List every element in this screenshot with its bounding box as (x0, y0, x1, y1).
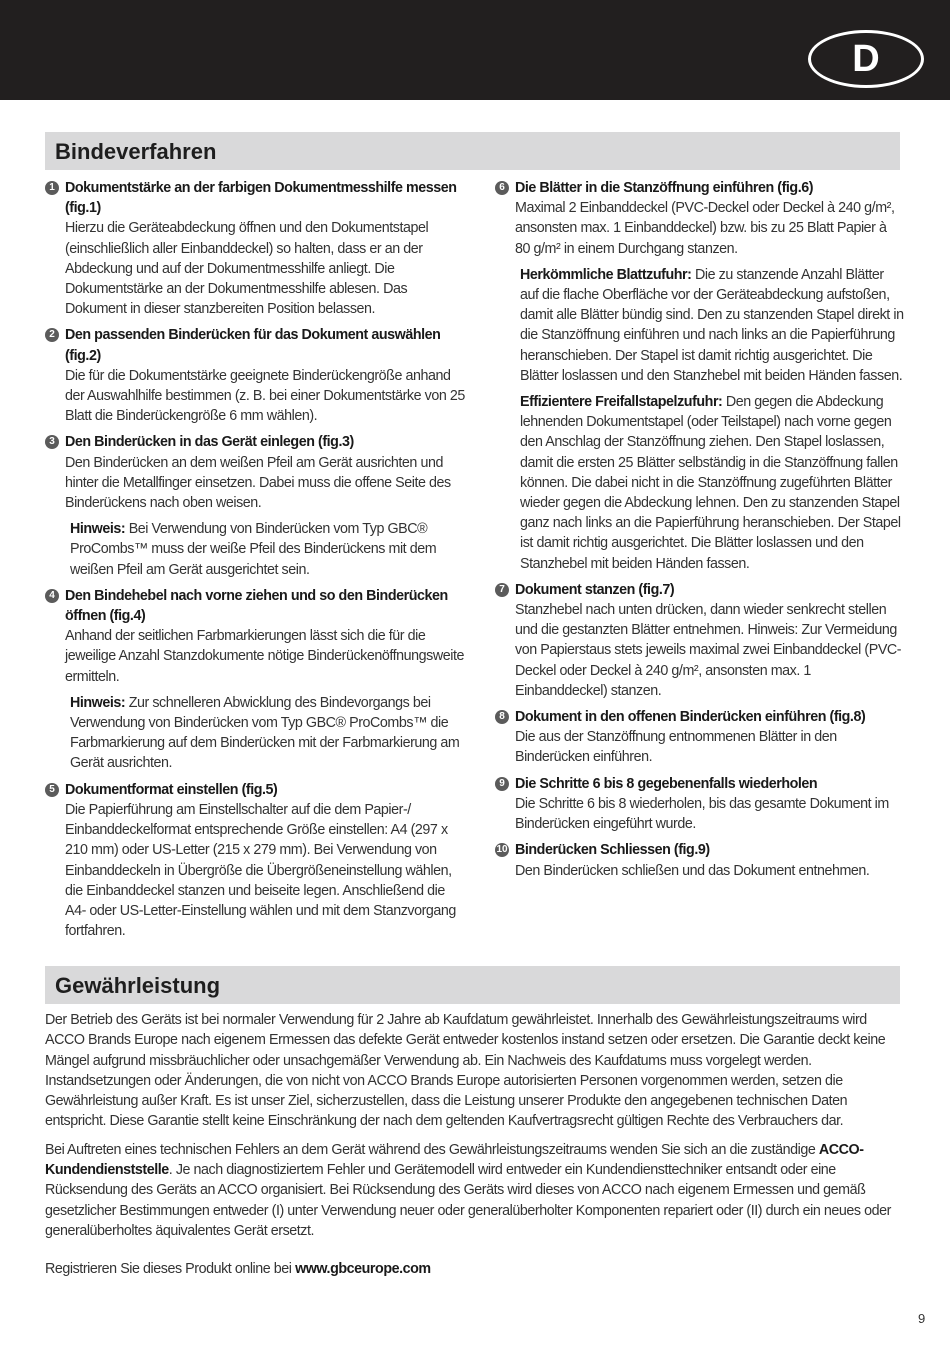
warranty-paragraph-2 (45, 1140, 907, 1241)
step-title: Dokument stanzen (fig.7) (515, 581, 675, 598)
language-badge: D (808, 30, 924, 88)
step-title: Binderücken Schliessen (fig.9) (515, 842, 710, 859)
step-4 (45, 586, 465, 774)
step-title: Den passenden Binderücken für das Dokument auswählen (fig.2) (65, 327, 441, 364)
note-label: Hinweis: (70, 694, 126, 711)
step-6 (495, 178, 905, 574)
step-text: Die Schritte 6 bis 8 wiederholen, bis das gesamte Dokument im Binderücken eingeführt wurde. (515, 795, 889, 833)
note-text: Zur schnelleren Abwicklung des Bindevorgangs bei Verwendung von Binderücken vom Typ GBC® ProCombs™ die Farbmarkierung auf dem Binderücken mit der Farbmarkierung am Gerät ausrichten. (70, 694, 460, 772)
step-number-badge: 9 (495, 777, 509, 791)
warranty-p2-end: . Je nach diagnostiziertem Fehler und Gerätemodell wird entweder ein Kundendiensttechniker entsandt oder eine Rücksendung des Geräts an ACCO organisiert. Bei Rücksendung des Geräts wird dieses von ACCO nach eigenem Ermessen und gemäß gesetzlicher Bestimmungen entweder (I) unter Verwendung neuer oder generalüberholter Komponenten repariert oder (II) durch ein neues oder generalüberholtes äquivalentes Gerät ersetzt. (45, 1162, 891, 1239)
step-text: Den Binderücken an dem weißen Pfeil am Gerät ausrichten und hinter die Metallfinger einsetzen. Dabei muss die offene Seite des Binderückens nach oben weisen. (65, 454, 451, 512)
step-9 (495, 774, 905, 835)
step-10 (495, 840, 905, 880)
top-header-bar (0, 0, 950, 100)
note-text: Die zu stanzende Anzahl Blätter auf die flache Oberfläche vor der Geräteabdeckung aufstoßen, damit alle Blätter bündig sind. Den zu stanzenden Stapel direkt in die Stanzöffnung einführen und nach links an die Papierführung heranschieben. Der Stapel ist damit richtig ausgerichtet. Die Blätter loslassen und den Stanzhebel mit beiden Händen fassen. (520, 266, 904, 384)
register-line (45, 1259, 907, 1279)
warranty-paragraph-1: Der Betrieb des Geräts ist bei normaler Verwendung für 2 Jahre ab Kaufdatum gewährleistet. Innerhalb des Gewährleistungszeitraums wird ACCO Brands Europe nach eigenem Ermessen das defekte Gerät entweder kostenlos instand setzen oder ersetzen. Die Garantie deckt keine Mängel aufgrund missbräuchlicher oder unsachgemäßer Verwendung ab. Ein Nachweis des Kaufdatums muss vorgelegt werden. Instandsetzungen oder Änderungen, die von nicht von ACCO Brands Europe autorisierten Personen vorgenommen werden, setzen die Gewährleistung außer Kraft. Es ist unser Ziel, sicherzustellen, dass die Leistung unserer Produkte den angegebenen technischen Daten entspricht. Diese Garantie stellt keine Einschränkung der nach dem geltenden Kaufvertragsrecht gültigen Rechte des Verbrauchers dar. (45, 1012, 886, 1130)
register-link[interactable]: www.gbceurope.com (295, 1261, 431, 1278)
step-number-badge: 10 (496, 844, 508, 856)
note-label: Herkömmliche Blattzufuhr: (520, 266, 692, 283)
warranty-text (45, 1010, 907, 1288)
step-title: Die Blätter in die Stanzöffnung einführen (fig.6) (515, 180, 814, 196)
step-text: Den Binderücken schließen und das Dokument entnehmen. (515, 862, 870, 879)
step-number-badge: 6 (495, 181, 509, 195)
step-text: Die Papierführung am Einstellschalter auf die dem Papier-/ Einbanddeckelformat entsprechende Größe einstellen: A4 (297 x 210 mm) oder US-Letter (215 x 279 mm). Bei Verwendung von Einbanddeckeln in Übergröße die Übergrößeneinstellung wählen, die Einbanddeckel stanzen und beiseite legen. Anschließend die A4- oder US-Letter-Einstellung wählen und mit dem Stanzvorgang fortfahren. (65, 801, 456, 940)
left-column (45, 178, 465, 947)
step-7 (495, 580, 905, 701)
step-note-2 (520, 392, 905, 574)
step-number-badge: 1 (45, 181, 59, 195)
step-text: Die aus der Stanzöffnung entnommenen Blätter in den Binderücken einführen. (515, 729, 837, 766)
step-number-badge: 2 (45, 328, 59, 342)
step-number-badge: 8 (495, 710, 509, 724)
step-text: Hierzu die Geräteabdeckung öffnen und den Dokumentstapel (einschließlich aller Einbanddeckel) so halten, dass er an der Abdeckung und auf der Dokumentmesshilfe anliegt. Die Dokumentstärke an der Dokumentmesshilfe ablesen. Das Dokument in dieser stanzbereiten Position belassen. (65, 220, 429, 318)
step-note (70, 693, 465, 774)
step-title: Den Binderücken in das Gerät einlegen (fig.3) (65, 434, 354, 451)
warranty-p2-start: Bei Auftreten eines technischen Fehlers an dem Gerät während des Gewährleistungszeitraums wenden Sie sich an die zuständige (45, 1141, 816, 1158)
step-1 (45, 178, 465, 319)
right-column (495, 178, 905, 887)
step-5 (45, 780, 465, 942)
step-title: Dokumentstärke an der farbigen Dokumentmesshilfe messen (fig.1) (65, 180, 457, 217)
step-text: Stanzhebel nach unten drücken, dann wieder senkrecht stellen und die gestanzten Blätter entnehmen. Hinweis: Zur Vermeidung von Papierstaus stets jeweils maximal zwei Einbanddeckel (PVC-Deckel oder Deckel à 240 g/m², ansonsten max. 1 Einbanddeckel) stanzen. (515, 602, 902, 699)
register-text: Registrieren Sie dieses Produkt online bei (45, 1261, 292, 1278)
step-text: Anhand der seitlichen Farbmarkierungen lässt sich die für die jeweilige Anzahl Stanzdokumente nötige Binderückenöffnungsweite ermitteln. (65, 628, 464, 685)
step-note (70, 519, 465, 580)
note-label: Effizientere Freifallstapelzufuhr: (520, 394, 723, 411)
step-number-badge: 4 (45, 589, 59, 603)
step-title: Dokument in den offenen Binderücken einführen (fig.8) (515, 709, 866, 726)
customer-service-label: ACCO-Kundendienststelle (45, 1141, 864, 1179)
step-2 (45, 325, 465, 426)
step-text: Maximal 2 Einbanddeckel (PVC-Deckel oder Deckel à 240 g/m², ansonsten max. 1 Einbanddeckel) bzw. bis zu 25 Blatt Papier à 80 g/m² in einem Durchgang stanzen. (515, 200, 895, 257)
step-text: Die für die Dokumentstärke geeignete Binderückengröße anhand der Auswahlhilfe bestimmen (z. B. bei einer Dokumentstärke von 25 Blatt die Binderückengröße 6 mm wählen). (65, 367, 465, 425)
note-text: Bei Verwendung von Binderücken vom Typ GBC® ProCombs™ muss der weiße Pfeil des Binderückens mit dem weißen Pfeil am Gerät ausgerichtet sein. (70, 521, 437, 578)
step-3 (45, 432, 465, 579)
note-label: Hinweis: (70, 521, 126, 538)
page-number: 9 (918, 1311, 926, 1326)
step-8 (495, 707, 905, 768)
step-title: Dokumentformat einstellen (fig.5) (65, 781, 278, 798)
step-note (520, 265, 905, 386)
step-number-badge: 3 (45, 435, 59, 449)
step-title: Den Bindehebel nach vorne ziehen und so den Binderücken öffnen (fig.4) (65, 587, 448, 625)
note-text: Den gegen die Abdeckung lehnenden Dokumentstapel (oder Teilstapel) nach vorne gegen den Anschlag der Stanzöffnung ziehen. Den Stapel loslassen, damit die ersten 25 Blätter selbständig in die Stanzöffnung fallen können. Die dabei nicht in die Stanzöffnung zugeführten Blätter wieder gegen die Abdeckung lehnen. Den zu stanzenden Stapel ganz nach links an die Papierführung heranschieben. Der Stapel ist damit richtig ausgerichtet. Die Blätter loslassen und den Stanzhebel mit beiden Händen fassen. (520, 394, 901, 572)
section-title-warranty: Gewährleistung (45, 966, 900, 1004)
section-title-binding: Bindeverfahren (45, 132, 900, 170)
step-title: Die Schritte 6 bis 8 gegebenenfalls wiederholen (515, 775, 818, 792)
step-number-badge: 7 (495, 583, 509, 597)
step-number-badge: 5 (45, 783, 59, 797)
